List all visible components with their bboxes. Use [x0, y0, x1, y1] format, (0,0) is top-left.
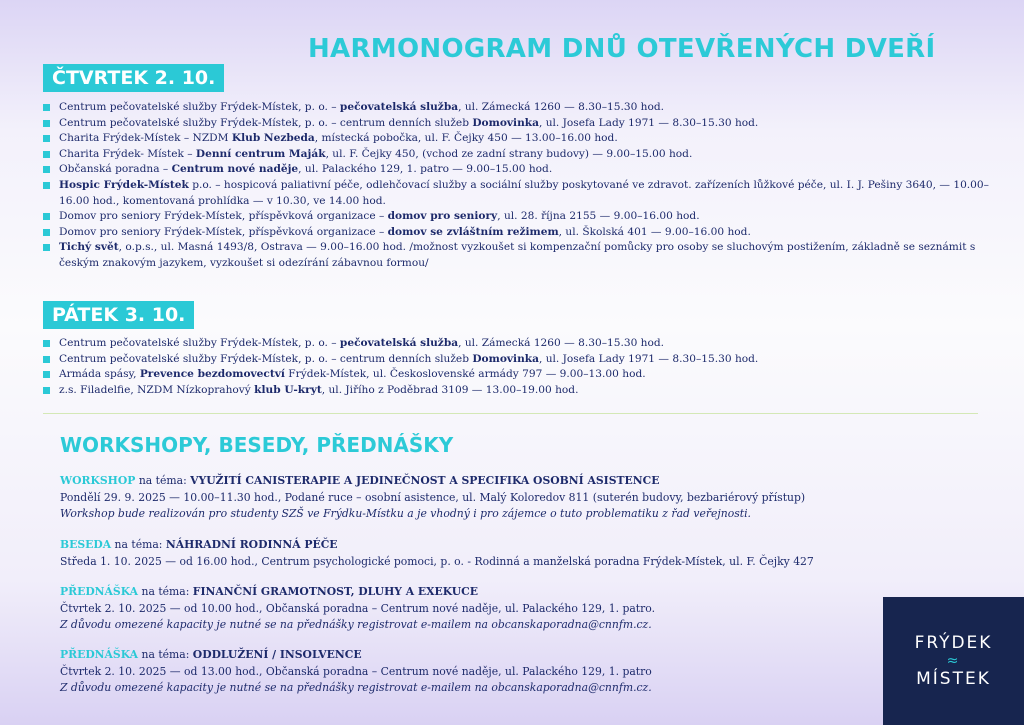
list-item — [43, 352, 998, 368]
event-detail: Středa 1. 10. 2025 — od 16.00 hod., Centrum psychologické pomoci, p. o. - Rodinná a manželská poradna Frýdek-Místek, ul. F. Čejky 427 — [60, 554, 814, 568]
item-text: , o.p.s., ul. Masná 1493/8, Ostrava — 9.00–16.00 hod. /možnost vyzkoušet si kompenzační pomůcky pro osoby se sluchovým postižením, základně se seznámit s českým znakovým jazykem, vyzkoušet si odezírání zábavnou formou/ — [59, 241, 976, 269]
bullet-square-icon — [43, 244, 50, 251]
logo-line-1: FRÝDEK — [914, 633, 993, 653]
bullet-square-icon — [43, 104, 50, 111]
item-text: Charita Frýdek- Místek – — [59, 147, 196, 160]
event-detail: Čtvrtek 2. 10. 2025 — od 13.00 hod., Občanská poradna – Centrum nové naděje, ul. Palackého 129, 1. patro — [60, 664, 652, 678]
item-text: , ul. Palackého 129, 1. patro — 9.00–15.00 hod. — [298, 163, 553, 176]
section-divider — [43, 413, 978, 414]
item-text: Domov pro seniory Frýdek-Místek, příspěvková organizace – — [59, 210, 388, 223]
item-text: Centrum pečovatelské služby Frýdek-Místek, p. o. – centrum denních služeb — [59, 116, 473, 129]
event-note: Workshop bude realizován pro studenty SZŠ ve Frýdku-Místku a je vhodný i pro zájemce o tuto problematiku z řad veřejnosti. — [60, 507, 751, 520]
item-text: Charita Frýdek-Místek – NZDM — [59, 132, 232, 145]
item-text: , ul. Školská 401 — 9.00–16.00 hod. — [558, 225, 751, 238]
frydek-mistek-logo — [883, 597, 1024, 725]
event-note: Z důvodu omezené kapacity je nutné se na přednášky registrovat e-mailem na obcanskaporadna@cnnfm.cz. — [60, 681, 652, 694]
logo-wave-icon: ≈ — [946, 653, 961, 669]
item-highlight: Centrum nové naděje — [171, 163, 299, 176]
item-highlight: Hospic Frýdek-Místek — [59, 178, 189, 191]
item-text: Frýdek-Místek, ul. Československé armády 797 — 9.00–13.00 hod. — [284, 368, 646, 381]
bullet-square-icon — [43, 371, 50, 378]
list-item — [43, 240, 998, 271]
event-kind: WORKSHOP — [60, 474, 136, 487]
event-kind: PŘEDNÁŠKA — [60, 585, 139, 598]
item-text: , ul. Zámecká 1260 — 8.30–15.30 hod. — [458, 337, 665, 349]
event-workshop — [60, 473, 860, 523]
list-item — [43, 131, 998, 147]
event-kind: PŘEDNÁŠKA — [60, 648, 139, 661]
item-text: z.s. Filadelfie, NZDM Nízkoprahový — [59, 383, 255, 396]
item-text: , ul. 28. října 2155 — 9.00–16.00 hod. — [497, 210, 700, 223]
page-title: HARMONOGRAM DNŮ OTEVŘENÝCH DVEŘÍ — [308, 34, 936, 64]
logo-line-2: MÍSTEK — [916, 669, 991, 689]
item-text: p.o. – hospicová paliativní péče, odlehčovací služby a sociální služby poskytované ve zdravot. zařízeních lůžkové péče, ul. I. J. Pešiny 3640, — 10.00–16.00 hod., komentovaná prohlídka — v 10.30, ve 14.00 hod. — [59, 178, 989, 207]
list-item — [43, 178, 998, 209]
list-item — [43, 383, 998, 399]
item-text: Armáda spásy, — [59, 368, 140, 381]
event-topic: FINANČNÍ GRAMOTNOST, DLUHY A EXEKUCE — [192, 585, 478, 598]
item-text: , ul. Josefa Lady 1971 — 8.30–15.30 hod. — [538, 116, 759, 129]
day-label-thursday: ČTVRTEK 2. 10. — [43, 64, 224, 92]
item-text: Centrum pečovatelské služby Frýdek-Místek, p. o. – centrum denních služeb — [59, 352, 473, 365]
item-text: , ul. Jiřího z Poděbrad 3109 — 13.00–19.00 hod. — [321, 383, 579, 396]
bullet-square-icon — [43, 182, 50, 189]
item-highlight: domov se zvláštním režimem — [387, 225, 559, 238]
event-topic: ODDLUŽENÍ / INSOLVENCE — [192, 648, 362, 661]
bullet-square-icon — [43, 356, 50, 363]
item-highlight: Domovinka — [472, 116, 539, 129]
list-item — [43, 336, 998, 352]
list-item — [43, 162, 998, 178]
event-prednaska-1 — [60, 584, 860, 634]
item-text: , ul. Zámecká 1260 — 8.30–15.30 hod. — [458, 101, 665, 113]
item-text: Centrum pečovatelské služby Frýdek-Místek, p. o. – — [59, 101, 340, 113]
item-text: , ul. Josefa Lady 1971 — 8.30–15.30 hod. — [538, 352, 759, 365]
bullet-square-icon — [43, 120, 50, 127]
event-prednaska-2 — [60, 647, 860, 697]
item-highlight: Domovinka — [472, 352, 539, 365]
bullet-square-icon — [43, 135, 50, 142]
bullet-square-icon — [43, 151, 50, 158]
list-item — [43, 116, 998, 132]
item-highlight: pečovatelská služba — [339, 101, 459, 113]
thursday-list — [43, 100, 998, 272]
list-item — [43, 147, 998, 163]
item-highlight: pečovatelská služba — [339, 337, 459, 349]
item-highlight: Prevence bezdomovectví — [139, 368, 285, 381]
bullet-square-icon — [43, 340, 50, 347]
bullet-square-icon — [43, 213, 50, 220]
day-label-friday: PÁTEK 3. 10. — [43, 301, 194, 329]
event-beseda — [60, 537, 860, 570]
event-detail: Čtvrtek 2. 10. 2025 — od 10.00 hod., Občanská poradna – Centrum nové naděje, ul. Palackého 129, 1. patro. — [60, 601, 656, 615]
bullet-square-icon — [43, 229, 50, 236]
event-kind: BESEDA — [60, 538, 112, 551]
list-item — [43, 225, 998, 241]
item-highlight: klub U-kryt — [254, 383, 322, 396]
event-detail: Pondělí 29. 9. 2025 — 10.00–11.30 hod., Podané ruce – osobní asistence, ul. Malý Koloredov 811 (suterén budovy, bezbariérový přístup) — [60, 490, 806, 504]
item-text: , ul. F. Čejky 450, (vchod ze zadní strany budovy) — 9.00–15.00 hod. — [325, 147, 693, 160]
list-item — [43, 209, 998, 225]
item-highlight: Denní centrum Maják — [195, 147, 326, 160]
item-highlight: Tichý svět — [59, 241, 119, 254]
item-highlight: Klub Nezbeda — [231, 132, 315, 145]
bullet-square-icon — [43, 166, 50, 173]
item-text: Domov pro seniory Frýdek-Místek, příspěvková organizace – — [59, 225, 388, 238]
event-note: Z důvodu omezené kapacity je nutné se na přednášky registrovat e-mailem na obcanskaporadna@cnnfm.cz. — [60, 618, 652, 631]
item-text: , místecká pobočka, ul. F. Čejky 450 — 13.00–16.00 hod. — [314, 132, 618, 145]
event-topic: NÁHRADNÍ RODINNÁ PÉČE — [165, 538, 338, 551]
bullet-square-icon — [43, 387, 50, 394]
item-text: Občanská poradna – — [59, 163, 172, 176]
item-text: Centrum pečovatelské služby Frýdek-Místek, p. o. – — [59, 337, 340, 349]
event-topic: VYUŽITÍ CANISTERAPIE A JEDINEČNOST A SPECIFIKA OSOBNÍ ASISTENCE — [190, 474, 660, 487]
event-na: na téma: — [135, 474, 191, 487]
event-na: na téma: — [111, 538, 166, 551]
list-item — [43, 367, 998, 383]
event-na: na téma: — [138, 585, 193, 598]
workshops-heading: WORKSHOPY, BESEDY, PŘEDNÁŠKY — [60, 433, 454, 457]
item-highlight: domov pro seniory — [387, 210, 498, 223]
friday-list — [43, 336, 998, 398]
list-item — [43, 100, 998, 116]
event-na: na téma: — [138, 648, 193, 661]
